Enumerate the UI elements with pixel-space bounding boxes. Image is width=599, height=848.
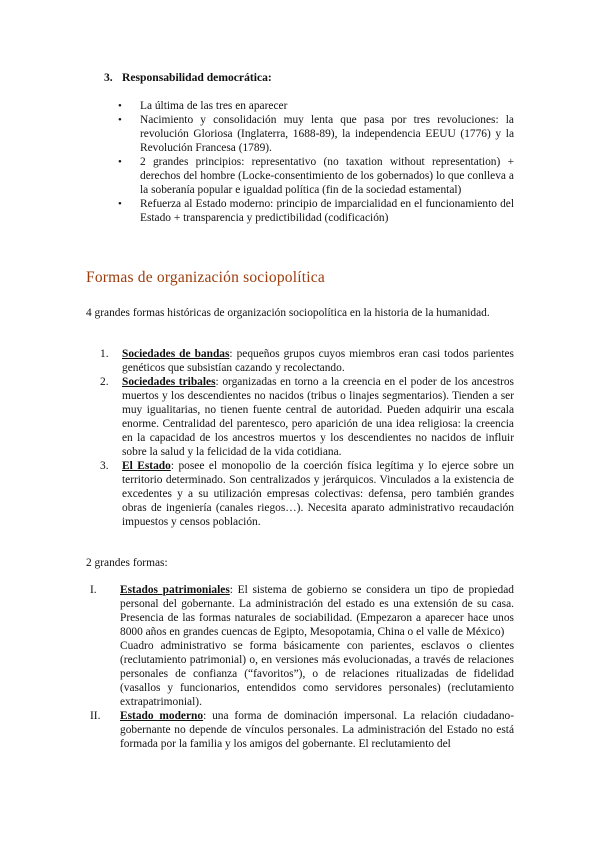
item-text: : organizadas en torno a la creencia en el poder de los ancestros muertos y los descendientes no nacidos (tribus o linajes segmentarios). Tienden a ser muy igualitarias, no tienen fuente central de autoridad. Pueden adquirir una escala enorme. Centralidad del parentesco, pero aparición de una idea religiosa: la creencia en la capacidad de los ancestros muertos y los descendientes no nacidos de influir sobre la salud y la felicidad de la vida cotidiana. [122,376,514,458]
section-3-title [104,71,272,84]
section-3-label: Responsabilidad democrática: [122,71,272,84]
item-text: : El sistema de gobierno se considera un tipo de propiedad personal del gobernante. La administración del estado es una extensión de su casa. Presencia de las formas naturales de sociabilidad. (Empezaron a aparecer hace unos 8000 años en grandes cuencas de Egipto, Mesopotamia, China o el valle de México) [120,584,514,638]
item-number: 2. [100,376,109,388]
bullet-text: Nacimiento y consolidación muy lenta que pasa por tres revoluciones: la revolución Gloriosa (Inglaterra, 1688-89), la independencia EEUU (1776) y la Revolución Francesa (1789). [140,114,514,154]
item-term: Estado moderno [120,710,204,722]
list-item [100,459,514,529]
bullet-icon: • [118,100,122,112]
bullet-icon: • [118,114,122,126]
intro-paragraph: 4 grandes formas históricas de organización sociopolítica en la historia de la humanidad. [86,307,490,319]
item-term: El Estado [122,460,171,472]
section-3-number: 3. [104,71,113,84]
section-heading: Formas de organización sociopolítica [86,269,325,286]
item-extra-text: Cuadro administrativo se forma básicamente con parientes, esclavos o clientes (reclutamiento patrimonial) o, en versiones más evolucionadas, a través de relaciones personales de confianza (“favoritos”), o de relaciones ritualizadas de fidelidad (vasallos y funcionarios, entendidos como servidores personales) (reclutamiento extrapatrimonial). [120,640,514,708]
state-forms-list [90,583,514,751]
bullet-text: La última de las tres en aparecer [140,100,288,112]
item-number: II. [90,710,101,722]
list-item [100,375,514,459]
item-text: : posee el monopolio de la coerción física legítima y lo ejerce sobre un territorio determinado. Son centralizados y jerárquicos. Vinculados a la existencia de excedentes y a su utilización empresas colectivas: defensa, pero también grandes obras de ingeniería (canales riegos…). Necesita aparato administrativo recaudación impuestos y censos población. [122,460,514,528]
bullet-item [118,99,514,113]
principles-bullet-list [118,99,514,225]
item-term: Estados patrimoniales [120,584,230,596]
item-term: Sociedades tribales [122,376,216,388]
item-term: Sociedades de bandas [122,348,230,360]
bullet-icon: • [118,198,122,210]
intro2-paragraph: 2 grandes formas: [86,557,168,569]
item-number: 1. [100,348,109,360]
list-item [90,709,514,751]
bullet-text: 2 grandes principios: representativo (no taxation without representation) + derechos del hombre (Locke-consentimiento de los gobernados) lo que conlleva a la soberanía popular e igualdad política (fin de la sociedad estamental) [140,156,514,196]
bullet-item [118,113,514,155]
item-text: : una forma de dominación impersonal. La relación ciudadano-gobernante no depende de vínculos personales. La administración del Estado no está formada por la familia y los amigos del gobernante. El reclutamiento del [120,710,515,750]
bullet-item [118,197,514,225]
bullet-item [118,155,514,197]
item-text: : pequeños grupos cuyos miembros eran casi todos parientes genéticos que subsistían cazando y recolectando. [122,348,514,374]
bullet-text: Refuerza al Estado moderno: principio de imparcialidad en el funcionamiento del Estado + transparencia y predictibilidad (codificación) [140,198,514,224]
forms-numbered-list [100,347,514,529]
item-number: 3. [100,460,109,472]
item-number: I. [90,584,97,596]
list-item [100,347,514,375]
bullet-icon: • [118,156,122,168]
list-item [90,583,514,709]
